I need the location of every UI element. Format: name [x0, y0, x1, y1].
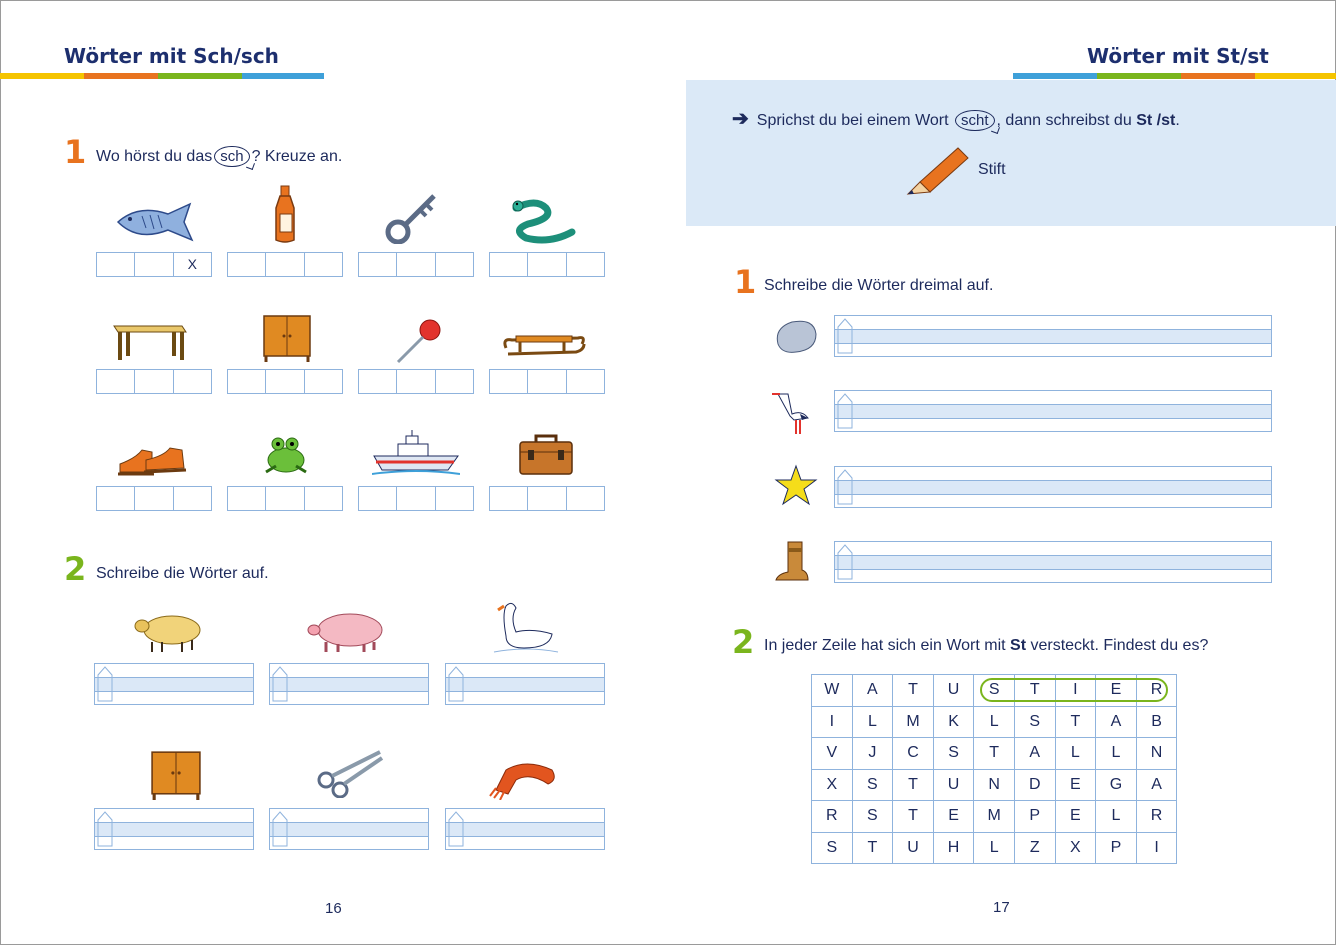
grid-letter[interactable]: S: [1014, 706, 1055, 738]
grid-letter[interactable]: K: [933, 706, 974, 738]
grid-letter[interactable]: W: [812, 675, 853, 707]
scissors-icon: [316, 750, 384, 798]
writing-line-boot[interactable]: [834, 541, 1272, 583]
writing-line-scissors[interactable]: [269, 808, 429, 850]
task1-text-before: Wo hörst du das: [96, 148, 213, 165]
grid-row: [812, 769, 1177, 801]
snake-icon: [506, 196, 580, 244]
grid-letter[interactable]: I: [812, 706, 853, 738]
grid-letter[interactable]: B: [1136, 706, 1177, 738]
box-marked[interactable]: X: [187, 256, 197, 272]
answer-boxes-cupboard[interactable]: [227, 369, 343, 394]
answer-boxes-ship[interactable]: [358, 486, 474, 511]
grid-letter[interactable]: T: [893, 675, 934, 707]
answer-boxes-bottle[interactable]: [227, 252, 343, 277]
right-task2-text-after: versteckt. Findest du es?: [1030, 637, 1209, 654]
stone-icon: [774, 318, 818, 356]
example-word: Stift: [978, 161, 1006, 178]
grid-letter[interactable]: P: [1096, 832, 1137, 864]
grid-letter[interactable]: L: [1096, 738, 1137, 770]
grid-letter[interactable]: S: [812, 832, 853, 864]
grid-letter[interactable]: R: [1136, 675, 1177, 707]
grid-letter[interactable]: T: [852, 832, 893, 864]
swan-icon: [492, 600, 560, 654]
task2-instruction: Schreibe die Wörter auf.: [96, 565, 269, 582]
grid-letter[interactable]: T: [893, 801, 934, 833]
cupboard-icon-2: [150, 748, 202, 800]
writing-line-stone[interactable]: [834, 315, 1272, 357]
rule-bold-part: St /st: [1136, 112, 1176, 129]
answer-boxes-shoes[interactable]: [96, 486, 212, 511]
writing-line-star[interactable]: [834, 466, 1272, 508]
right-task1-instruction: Schreibe die Wörter dreimal auf.: [764, 277, 994, 294]
grid-letter[interactable]: E: [933, 801, 974, 833]
grid-letter[interactable]: T: [893, 769, 934, 801]
grid-letter[interactable]: M: [893, 706, 934, 738]
writing-line-swan[interactable]: [445, 663, 605, 705]
right-page-number: 17: [993, 899, 1010, 916]
grid-letter[interactable]: E: [1055, 769, 1096, 801]
scarf-icon: [486, 756, 560, 800]
letter-grid[interactable]: [811, 674, 1177, 864]
rule-text-middle: , dann schreibst du: [996, 112, 1132, 129]
shoes-icon: [116, 444, 188, 476]
grid-letter[interactable]: S: [933, 738, 974, 770]
stier-highlight: [980, 678, 1168, 702]
rule-text-end: .: [1175, 112, 1180, 129]
grid-letter[interactable]: L: [1055, 738, 1096, 770]
grid-letter[interactable]: U: [893, 832, 934, 864]
grid-letter[interactable]: G: [1096, 769, 1137, 801]
scht-bubble: scht: [955, 110, 995, 131]
grid-letter[interactable]: E: [1096, 675, 1137, 707]
answer-boxes-key[interactable]: [358, 252, 474, 277]
key-icon: [384, 188, 440, 244]
grid-letter[interactable]: A: [1136, 769, 1177, 801]
left-page-number: 16: [325, 900, 342, 917]
answer-boxes-lollipop[interactable]: [358, 369, 474, 394]
grid-letter[interactable]: S: [852, 801, 893, 833]
writing-line-pig[interactable]: [269, 663, 429, 705]
grid-letter[interactable]: A: [1096, 706, 1137, 738]
frog-icon: [260, 434, 312, 476]
writing-line-cupboard[interactable]: [94, 808, 254, 850]
grid-letter[interactable]: U: [933, 769, 974, 801]
grid-letter[interactable]: M: [974, 801, 1015, 833]
box[interactable]: [97, 253, 135, 276]
grid-letter[interactable]: X: [1055, 832, 1096, 864]
rule-text: [732, 106, 1180, 131]
right-task2-text-before: In jeder Zeile hat sich ein Wort mit: [764, 637, 1006, 654]
right-page-title: Wörter mit St/st: [1087, 44, 1269, 68]
writing-line-sheep[interactable]: [94, 663, 254, 705]
grid-letter[interactable]: X: [812, 769, 853, 801]
pencil-icon: [906, 144, 970, 196]
right-task2-instruction: [764, 637, 1208, 655]
star-icon: [774, 464, 818, 506]
left-page-title: Wörter mit Sch/sch: [64, 44, 279, 68]
answer-boxes-sled[interactable]: [489, 369, 605, 394]
grid-letter[interactable]: P: [1014, 801, 1055, 833]
bottle-icon: [272, 184, 298, 244]
grid-letter[interactable]: H: [933, 832, 974, 864]
bench-icon: [112, 318, 188, 362]
right-task1-number: 1: [734, 263, 757, 301]
lollipop-icon: [394, 318, 446, 364]
grid-letter[interactable]: L: [852, 706, 893, 738]
grid-letter[interactable]: A: [1014, 738, 1055, 770]
grid-row: [812, 832, 1177, 864]
answer-boxes-snake[interactable]: [489, 252, 605, 277]
rule-text-before: Sprichst du bei einem Wort: [756, 112, 949, 129]
grid-letter[interactable]: D: [1014, 769, 1055, 801]
ship-icon: [372, 430, 460, 476]
grid-letter[interactable]: N: [974, 769, 1015, 801]
grid-letter[interactable]: S: [852, 769, 893, 801]
left-color-stripe: [0, 73, 324, 79]
stork-icon: [772, 384, 814, 436]
right-task2-bold: St: [1010, 637, 1027, 654]
grid-letter[interactable]: R: [1136, 801, 1177, 833]
grid-letter[interactable]: E: [1055, 801, 1096, 833]
answer-boxes-fish[interactable]: [96, 252, 212, 277]
answer-boxes-frog[interactable]: [227, 486, 343, 511]
grid-letter[interactable]: I: [1055, 675, 1096, 707]
grid-letter[interactable]: I: [1136, 832, 1177, 864]
grid-letter[interactable]: R: [812, 801, 853, 833]
answer-boxes-briefcase[interactable]: [489, 486, 605, 511]
grid-letter[interactable]: C: [893, 738, 934, 770]
answer-boxes-bench[interactable]: [96, 369, 212, 394]
sch-bubble: sch: [214, 146, 249, 167]
sheep-icon: [134, 610, 206, 654]
fish-icon: [112, 200, 196, 244]
task2-number: 2: [64, 550, 87, 588]
cupboard-icon: [262, 312, 312, 362]
boot-icon: [772, 540, 810, 584]
grid-letter[interactable]: S: [974, 675, 1015, 707]
grid-letter[interactable]: J: [852, 738, 893, 770]
sled-icon: [502, 334, 586, 362]
grid-letter[interactable]: Z: [1014, 832, 1055, 864]
task1-text-after: ? Kreuze an.: [251, 148, 343, 165]
task1-number: 1: [64, 133, 87, 171]
rule-info-box: [686, 80, 1336, 226]
grid-letter[interactable]: V: [812, 738, 853, 770]
task1-instruction: [96, 146, 342, 167]
grid-letter[interactable]: T: [974, 738, 1015, 770]
grid-letter[interactable]: N: [1136, 738, 1177, 770]
grid-row: [812, 706, 1177, 738]
briefcase-icon: [518, 432, 574, 476]
grid-letter[interactable]: T: [1055, 706, 1096, 738]
box[interactable]: [135, 253, 173, 276]
grid-row: [812, 738, 1177, 770]
grid-row: [812, 801, 1177, 833]
grid-letter[interactable]: L: [974, 832, 1015, 864]
right-color-stripe: [1013, 73, 1336, 79]
writing-line-scarf[interactable]: [445, 808, 605, 850]
writing-line-stork[interactable]: [834, 390, 1272, 432]
arrow-right-icon: ➔: [732, 108, 749, 130]
right-task2-number: 2: [732, 623, 755, 661]
grid-letter[interactable]: L: [974, 706, 1015, 738]
grid-letter[interactable]: L: [1096, 801, 1137, 833]
grid-letter[interactable]: U: [933, 675, 974, 707]
grid-letter[interactable]: A: [852, 675, 893, 707]
grid-letter[interactable]: T: [1014, 675, 1055, 707]
pig-icon: [306, 608, 386, 654]
